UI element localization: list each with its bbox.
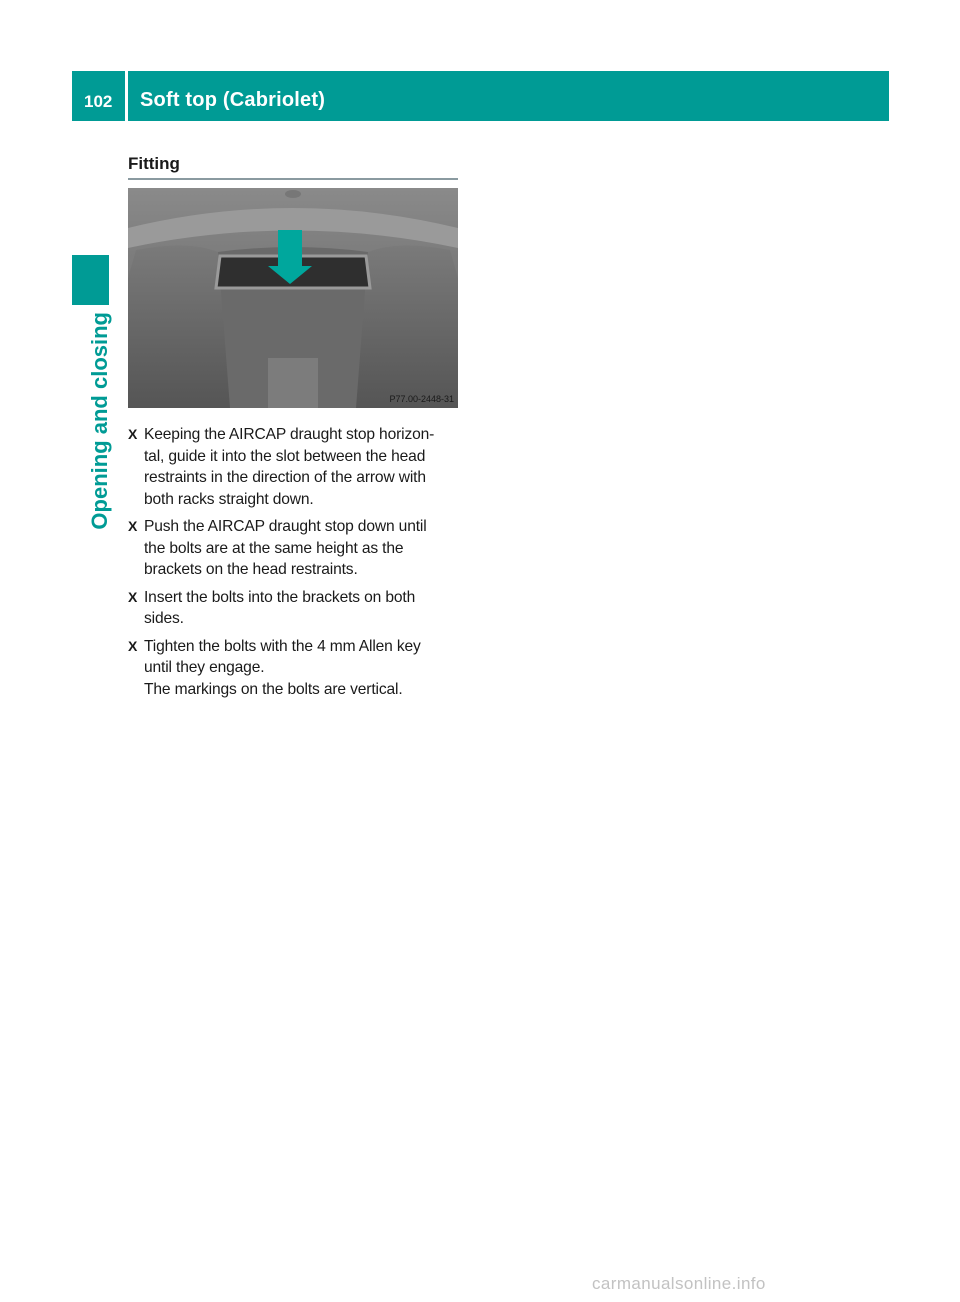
step-text-line: Keeping the AIRCAP draught stop horizon- <box>144 426 435 443</box>
side-tab-label: Opening and closing <box>87 312 112 530</box>
side-tab-marker <box>72 255 109 305</box>
step-marker-icon: X <box>128 588 138 605</box>
step-text-line: tal, guide it into the slot between the head <box>144 447 426 465</box>
figure-code: P77.00-2448-31 <box>389 394 454 404</box>
step-marker-icon: X <box>128 518 138 534</box>
section-title: Fitting <box>128 154 180 173</box>
step-text-line: until they engage. <box>144 659 265 676</box>
step-text-line: Insert the bolts into the brackets on both <box>144 588 416 606</box>
step-text-line: brackets on the head restraints. <box>144 561 358 578</box>
instruction-steps <box>128 424 460 706</box>
step-item <box>128 587 460 630</box>
step-text-line: restraints in the direction of the arrow with <box>144 469 426 486</box>
page-number: 102 <box>84 92 113 111</box>
step-item <box>128 636 460 701</box>
illustration-aircap <box>128 188 458 408</box>
step-text-line: the bolts are at the same height as the <box>144 539 404 557</box>
watermark-link[interactable]: carmanualsonline.info <box>592 1274 766 1293</box>
step-item <box>128 424 460 510</box>
step-text-line: Push the AIRCAP draught stop down until <box>144 518 427 535</box>
step-text-line: sides. <box>144 610 184 627</box>
step-marker-icon: X <box>128 637 138 654</box>
step-item <box>128 516 460 581</box>
step-marker-icon: X <box>128 426 138 442</box>
section-divider <box>128 178 458 180</box>
illustration-drawing <box>128 188 458 408</box>
page-title: Soft top (Cabriolet) <box>140 89 326 111</box>
step-text-line: The markings on the bolts are vertical. <box>144 680 403 698</box>
step-text-line: Tighten the bolts with the 4 mm Allen key <box>144 637 421 655</box>
step-text-line: both racks straight down. <box>144 490 314 508</box>
header-divider <box>125 71 128 121</box>
down-arrow-icon-shaft <box>278 230 302 268</box>
